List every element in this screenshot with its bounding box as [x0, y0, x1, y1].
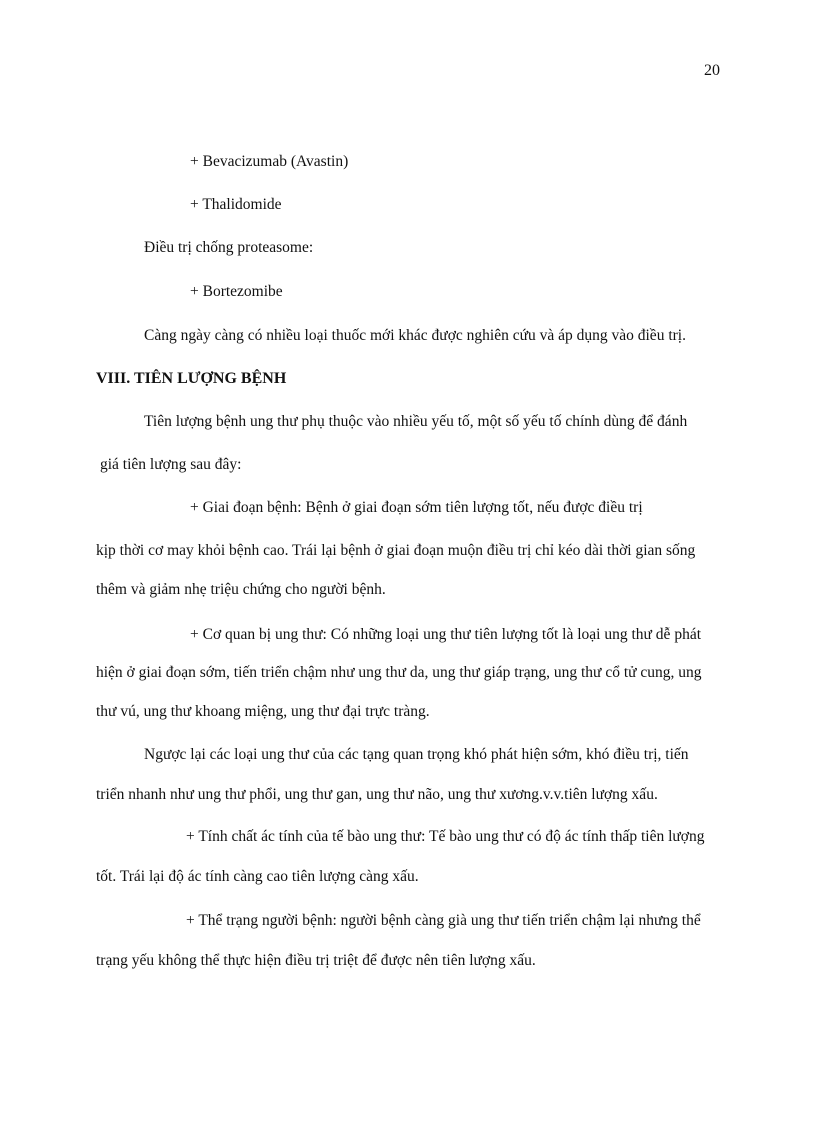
page-number: 20	[704, 62, 720, 79]
paragraph-line: + Tính chất ác tính của tế bào ung thư: Tế bào ung thư có độ ác tính thấp tiên lượng	[186, 828, 705, 845]
paragraph-line: + Giai đoạn bệnh: Bệnh ở giai đoạn sớm tiên lượng tốt, nếu được điều trị	[190, 499, 643, 516]
paragraph-line: + Cơ quan bị ung thư: Có những loại ung thư tiên lượng tốt là loại ung thư dễ phát	[190, 626, 702, 643]
paragraph-line: thêm và giảm nhẹ triệu chứng cho người bệnh.	[96, 581, 386, 598]
list-item: + Bortezomibe	[190, 283, 283, 300]
paragraph-line: Tiên lượng bệnh ung thư phụ thuộc vào nhiều yếu tố, một số yếu tố chính dùng để đánh	[144, 413, 688, 430]
list-item: + Bevacizumab (Avastin)	[190, 153, 349, 170]
section-heading: VIII. TIÊN LƯỢNG BỆNH	[96, 370, 287, 387]
paragraph-line: giá tiên lượng sau đây:	[100, 456, 242, 473]
paragraph-line: trạng yếu không thể thực hiện điều trị triệt để được nên tiên lượng xấu.	[96, 952, 536, 969]
paragraph-line: thư vú, ung thư khoang miệng, ung thư đại trực tràng.	[96, 703, 430, 720]
paragraph-line: tốt. Trái lại độ ác tính càng cao tiên lượng càng xấu.	[96, 868, 419, 885]
list-item: + Thalidomide	[190, 196, 282, 213]
section-label: Điều trị chống proteasome:	[144, 239, 314, 256]
paragraph-line: Ngược lại các loại ung thư của các tạng quan trọng khó phát hiện sớm, khó điều trị, tiến	[144, 746, 689, 763]
paragraph-line: triển nhanh như ung thư phổi, ung thư gan, ung thư não, ung thư xương.v.v.tiên lượng xấu.	[96, 786, 658, 803]
paragraph-line: Càng ngày càng có nhiều loại thuốc mới khác được nghiên cứu và áp dụng vào điều trị.	[144, 327, 686, 344]
paragraph-line: kịp thời cơ may khỏi bệnh cao. Trái lại bệnh ở giai đoạn muộn điều trị chỉ kéo dài thời gian sống	[96, 542, 696, 559]
paragraph-line: + Thể trạng người bệnh: người bệnh càng già ung thư tiến triển chậm lại nhưng thể	[186, 912, 701, 929]
paragraph-line: hiện ở giai đoạn sớm, tiến triển chậm như ung thư da, ung thư giáp trạng, ung thư cổ tử cung, ung	[96, 664, 702, 681]
